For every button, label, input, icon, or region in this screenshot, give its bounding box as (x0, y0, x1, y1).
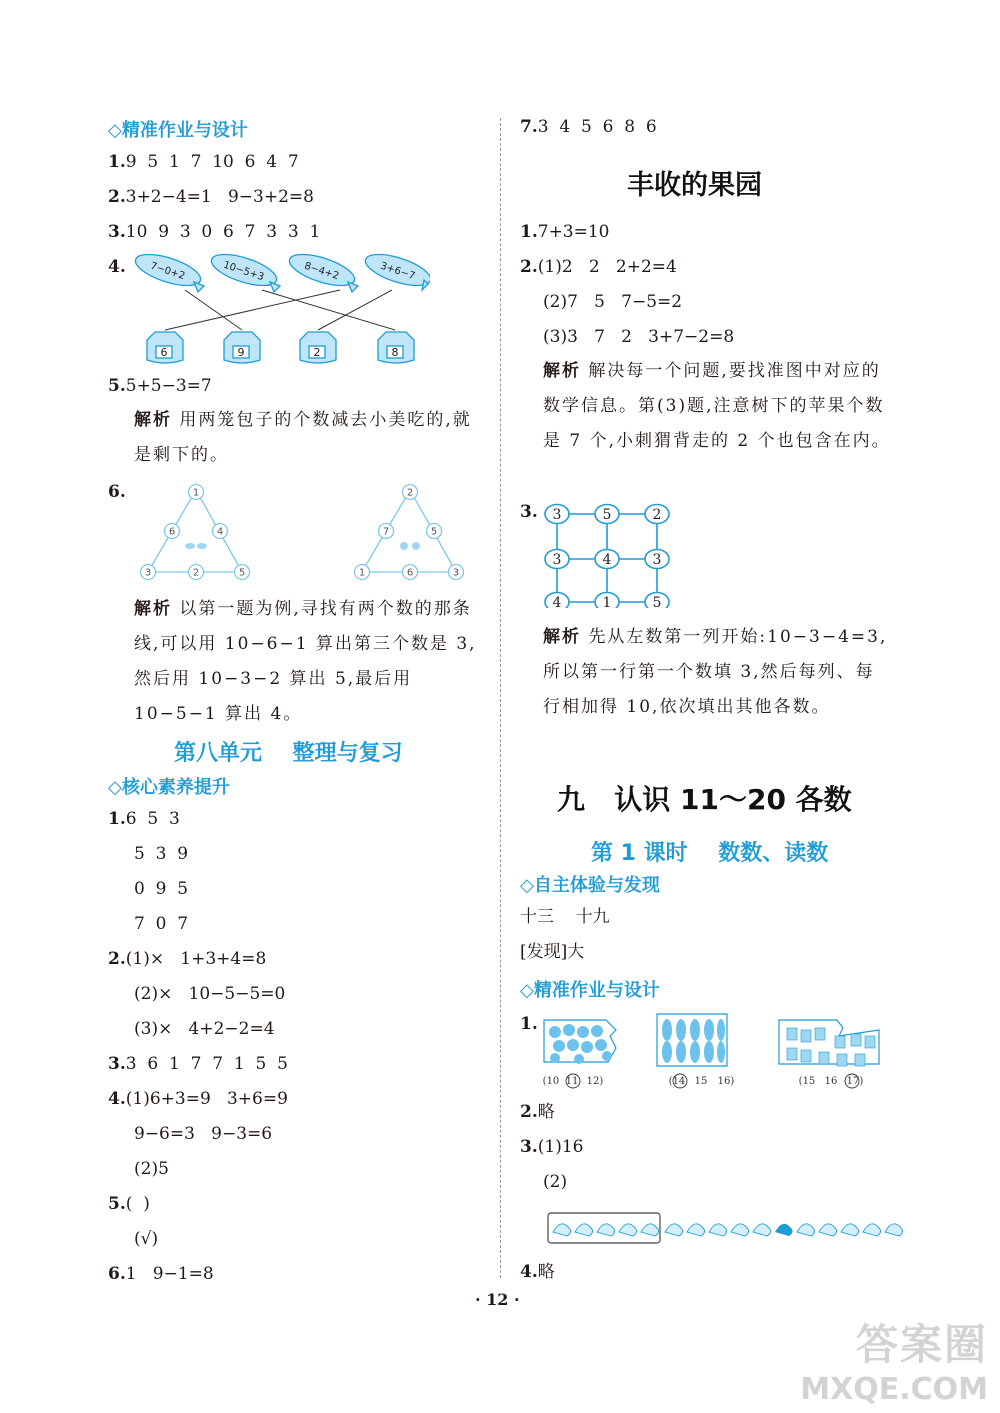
tri2-value-bottom-mid: 6 (406, 567, 414, 579)
section-self-experience: ◇自主体验与发现 (520, 875, 660, 896)
answer-6: 6. (108, 482, 126, 502)
rocket-3-label: 8−4+2 (302, 260, 341, 283)
section-precise-homework: ◇精准作业与设计 (108, 120, 248, 141)
pod-4-label: 8 (391, 346, 399, 359)
review-5: 5.( ) (108, 1194, 150, 1214)
rocket-pod-matching-figure (130, 250, 430, 368)
flower-icon (400, 542, 420, 550)
option-16: 16) (717, 1076, 735, 1087)
answer-1: 1.9 5 1 7 10 6 4 7 (108, 152, 299, 172)
option-16b: 16 (824, 1076, 838, 1087)
pod-3-label: 2 (313, 346, 321, 359)
section-precise-homework-2: ◇精准作业与设计 (520, 980, 660, 1001)
grid-value-r2c2: 4 (602, 552, 612, 568)
orchard-answer-2-line-3: (3)3 7 2 3+7−2=8 (543, 327, 735, 347)
option-17: 17) (846, 1076, 864, 1087)
watermark-bottom: MXQE.COM (800, 1372, 988, 1407)
grid-value-r3c3: 5 (652, 595, 662, 608)
count-answer-2: 2.略 (520, 1102, 555, 1122)
orchard-answer-2-line-2: (2)7 5 7−5=2 (543, 292, 683, 312)
grid-value-r1c2: 5 (602, 507, 612, 523)
number-grid-figure (543, 502, 683, 608)
orchard-answer-3-analysis: 解析 先从左数第一列开始:10−3−4=3,所以第一行第一个数填 3,然后每列、每行相加得 10,依次填出其他各数。 (543, 627, 888, 717)
count-answer-3: 3.(1)16 (520, 1137, 584, 1157)
birds-row-figure (545, 1210, 905, 1246)
grid-value-r1c1: 3 (552, 507, 562, 523)
option-11: 11 (565, 1076, 579, 1087)
lesson-1-title: 第 1 课时 数数、读数 (591, 841, 829, 866)
watermark-top: 答案圈 (855, 1320, 988, 1369)
section-core-literacy: ◇核心素养提升 (108, 777, 230, 798)
tri1-value-top: 1 (192, 487, 200, 499)
pod-1-label: 6 (160, 346, 168, 359)
review-4: 4.(1)6+3=9 3+6=9 (108, 1089, 288, 1109)
rocket-1-label: 7−0+2 (148, 260, 187, 283)
review-6: 6.1 9−1=8 (108, 1264, 214, 1284)
review-2-line-3: (3)× 4+2−2=4 (134, 1019, 275, 1039)
tri2-value-bottom-left: 1 (358, 567, 366, 579)
chapter-title: 九 认识 11～20 各数 (557, 783, 852, 816)
tri2-value-left: 7 (382, 526, 390, 538)
tri2-value-bottom-right: 3 (452, 567, 460, 579)
bird-icons (553, 1224, 903, 1236)
tri2-value-top: 2 (406, 487, 414, 499)
grid-value-r3c1: 4 (552, 595, 562, 608)
rocket-4-label: 3+6−7 (378, 260, 417, 283)
rocket-2-label: 10−5+3 (221, 259, 266, 284)
review-4-line-3: (2)5 (134, 1159, 169, 1179)
answer-3: 3.10 9 3 0 6 7 3 3 1 (108, 222, 321, 242)
answer-4: 4. (108, 257, 126, 277)
answer-5: 5.5+5−3=7 (108, 376, 212, 396)
option-10: (10 (542, 1076, 560, 1087)
orchard-answer-2-analysis: 解析 解决每一个问题,要找准图中对应的数学信息。第(3)题,注意树下的苹果个数是 7 个,小刺猬背走的 2 个也包含在内。 (543, 361, 891, 451)
bee-icon (185, 543, 207, 549)
review-1: 1.6 5 3 (108, 809, 180, 829)
orchard-answer-3: 3. (520, 502, 538, 522)
orchard-answer-1: 1.7+3=10 (520, 222, 610, 242)
lesson-title-harvest-orchard: 丰收的果园 (627, 170, 762, 201)
review-1-line-3: 0 9 5 (134, 879, 189, 899)
tri1-value-left: 6 (168, 526, 176, 538)
count-answer-3-part-2: (2) (543, 1172, 568, 1192)
answer-7: 7.3 4 5 6 8 6 (520, 117, 657, 137)
grid-value-r2c1: 3 (552, 552, 562, 568)
bird-highlighted-icon (775, 1224, 793, 1236)
review-1-line-2: 5 3 9 (134, 844, 189, 864)
unit-8-title: 第八单元 整理与复习 (174, 741, 403, 766)
tri1-value-right: 4 (216, 526, 224, 538)
review-4-line-2: 9−6=3 9−3=6 (134, 1124, 273, 1144)
review-1-line-4: 7 0 7 (134, 914, 189, 934)
tri1-value-bottom-right: 5 (238, 567, 246, 579)
option-15: 15 (694, 1076, 708, 1087)
review-2: 2.(1)× 1+3+4=8 (108, 949, 267, 969)
option-12: 12) (586, 1076, 604, 1087)
option-14: (14 (668, 1076, 686, 1087)
answer-2: 2.3+2−4=1 9−3+2=8 (108, 187, 314, 207)
grid-value-r1c3: 2 (652, 507, 662, 523)
page-number: · 12 · (475, 1290, 520, 1309)
review-3: 3.3 6 1 7 7 1 5 5 (108, 1054, 288, 1074)
review-5-line-2: (√) (134, 1229, 159, 1249)
grid-value-r2c3: 3 (652, 552, 662, 568)
counting-pictures-figure (539, 1012, 909, 1092)
tri1-value-bottom-left: 3 (144, 567, 152, 579)
column-divider (500, 118, 501, 1278)
count-answer-4: 4.略 (520, 1262, 555, 1282)
watermark (800, 1312, 988, 1407)
answer-6-analysis: 解析 以第一题为例,寻找有两个数的那条线,可以用 10−6−1 算出第三个数是 3,然后用 10−3−2 算出 5,最后用 10−5−1 算出 4。 (134, 599, 477, 724)
experience-answer: 十三 十九 (520, 907, 610, 927)
discovery-answer: [发现]大 (520, 942, 585, 962)
orchard-answer-2: 2.(1)2 2 2+2=4 (520, 257, 677, 277)
triangle-number-figure (136, 480, 486, 590)
grid-value-r3c2: 1 (602, 595, 612, 608)
review-2-line-2: (2)× 10−5−5=0 (134, 984, 286, 1004)
count-answer-1: 1. (520, 1014, 538, 1034)
tri1-value-bottom-mid: 2 (192, 567, 200, 579)
answer-5-analysis: 解析 用两笼包子的个数减去小美吃的,就是剩下的。 (134, 410, 472, 465)
option-15b: (15 (798, 1076, 816, 1087)
tri2-value-right: 5 (430, 526, 438, 538)
pod-2-label: 9 (237, 346, 245, 359)
matching-lines (165, 290, 395, 330)
